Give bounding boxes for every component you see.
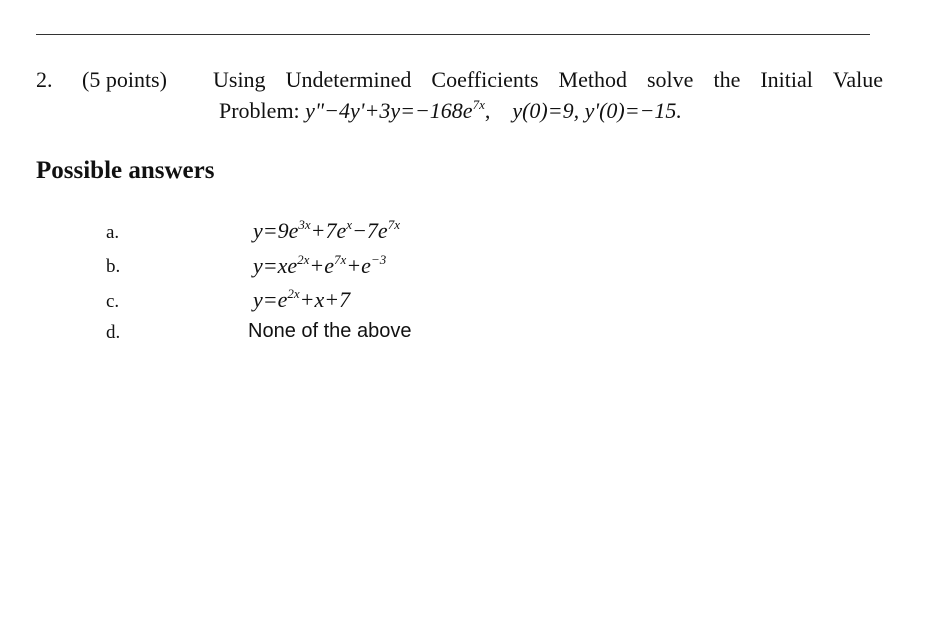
option-c-term-1: y=e [253,287,288,312]
ode-separator: , [484,98,491,123]
option-b-term-1: y=xe [253,253,298,278]
ode-exponent: 7x [472,97,485,112]
question-text-line-1 [213,67,883,93]
question-word: Initial [760,67,813,92]
question-word: the [713,67,741,92]
option-b-exp-2: 7x [334,252,347,267]
question-word: Value [832,67,883,92]
option-c-exp-1: 2x [287,286,300,301]
question-text-line-2 [219,98,682,124]
question-word: Undetermined [285,67,412,92]
ode-equation [305,98,490,123]
option-a-answer [253,218,400,244]
option-b-letter: b. [106,256,121,277]
option-b-answer [253,253,386,279]
possible-answers-heading: Possible answers [36,157,215,184]
option-d-letter: d. [106,322,121,343]
option-c-answer [253,287,350,313]
option-a-letter: a. [106,222,120,243]
problem-label: Problem: [219,98,306,123]
question-word: Using [213,67,266,92]
question-points: (5 points) [82,67,167,92]
option-a-term-1: y=9e [253,218,299,243]
option-d-answer: None of the above [248,320,412,342]
option-c-term-2: +x+7 [299,287,351,312]
option-a-exp-2: x [346,217,353,232]
option-a-exp-1: 3x [298,217,311,232]
option-a-exp-3: 7x [387,217,400,232]
question-word: Coefficients [431,67,539,92]
top-divider [36,34,870,35]
option-a-term-2: +7e [310,218,347,243]
question-number: 2. [36,67,53,92]
option-b-term-2: +e [309,253,335,278]
initial-condition-1: y(0)=9, [512,98,580,123]
ode-left: y"−4y'+3y=−168e [305,98,473,123]
question-word: solve [647,67,694,92]
option-b-term-3: +e [346,253,371,278]
initial-condition-2: y'(0)=−15. [584,98,682,123]
option-b-exp-1: 2x [297,252,310,267]
option-c-letter: c. [106,291,120,312]
question-word: Method [558,67,627,92]
option-a-term-3: −7e [352,218,388,243]
option-b-exp-3: −3 [370,252,387,267]
